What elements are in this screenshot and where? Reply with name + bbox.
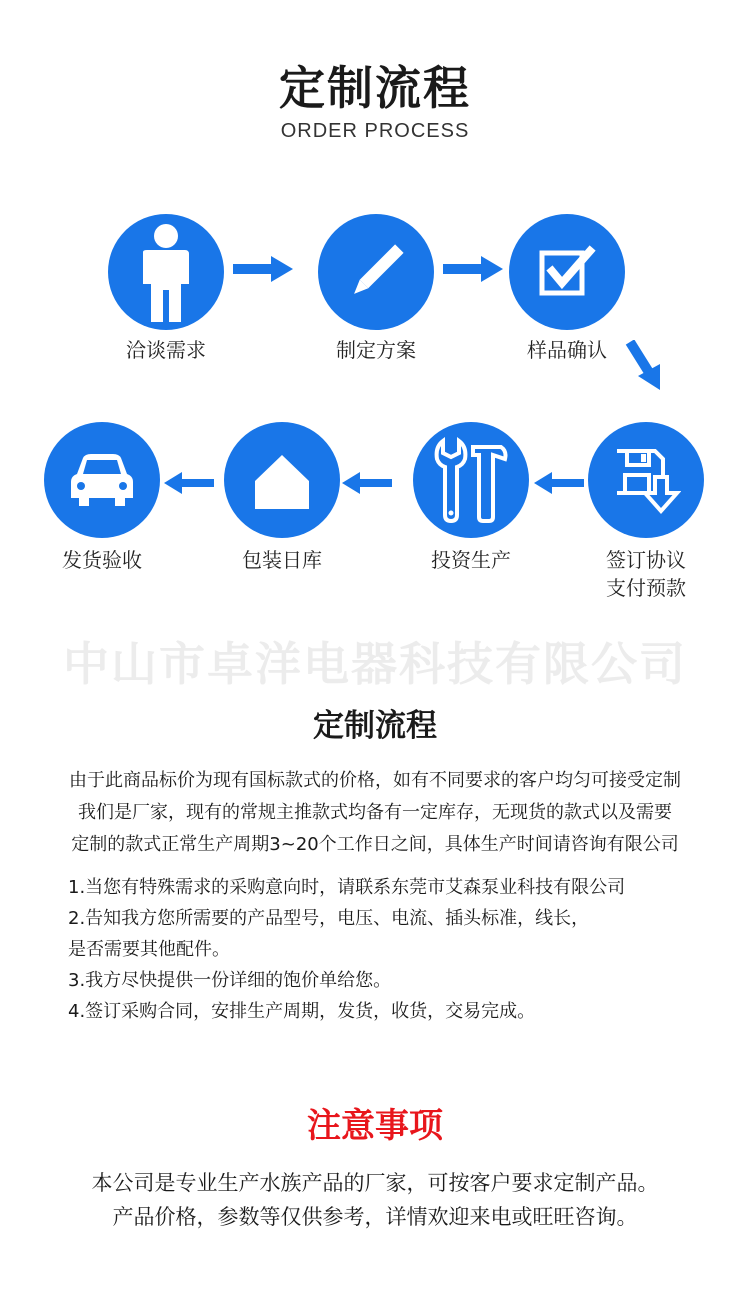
arrow-left-1 — [534, 472, 584, 494]
notice-line-2: 产品价格，参数等仅供参考，详情欢迎来电或旺旺咨询。 — [112, 1205, 638, 1229]
person-icon — [131, 222, 201, 322]
step-7-label: 发货验收 — [62, 548, 142, 572]
notice-title: 注意事项 — [307, 1106, 443, 1146]
step-5-label: 投资生产 — [431, 548, 511, 572]
step-5-circle — [413, 422, 529, 538]
step-3-circle — [509, 214, 625, 330]
step-6-label: 包装日库 — [242, 548, 322, 572]
notice-line-1: 本公司是专业生产水族产品的厂家，可按客户要求定制产品。 — [91, 1171, 659, 1195]
step-1-label: 洽谈需求 — [126, 338, 206, 362]
step-2-label: 制定方案 — [336, 338, 416, 362]
arrow-right-1 — [233, 256, 293, 282]
step-4-circle — [588, 422, 704, 538]
section-paragraph-3: 定制的款式正常生产周期3~20个工作日之间，具体生产时间请咨询有限公司 — [71, 834, 679, 855]
step-7-circle — [44, 422, 160, 538]
step-2-circle — [318, 214, 434, 330]
arrow-left-3 — [164, 472, 214, 494]
save-download-icon — [611, 445, 681, 515]
page-subtitle: ORDER PROCESS — [280, 120, 470, 142]
section-title: 定制流程 — [313, 708, 437, 744]
list-item: 3.我方尽快提供一份详细的饱价单给您。 — [68, 970, 392, 991]
step-3-label: 样品确认 — [527, 338, 607, 362]
arrow-right-2 — [443, 256, 503, 282]
checkbox-icon — [532, 237, 602, 307]
step-1-circle — [108, 214, 224, 330]
watermark-company: 中山市卓洋电器科技有限公司 — [63, 637, 687, 691]
section-paragraph-1: 由于此商品标价为现有国标款式的价格，如有不同要求的客户均匀可接受定制 — [69, 770, 681, 791]
step-4-label-line2: 支付预款 — [606, 576, 686, 600]
section-paragraph-2: 我们是厂家，现有的常规主推款式均备有一定库存，无现货的款式以及需要 — [78, 802, 672, 823]
step-4-label-line1: 签订协议 — [606, 548, 686, 572]
pen-icon — [341, 237, 411, 307]
arrow-left-2 — [342, 472, 392, 494]
house-icon — [247, 445, 317, 515]
list-item: 1.当您有特殊需求的采购意向时，请联系东莞市艾森泵业科技有限公司 — [68, 877, 626, 898]
step-6-circle — [224, 422, 340, 538]
requirements-list — [68, 872, 718, 1027]
list-item: 4.签订采购合同，安排生产周期，发货，收货，交易完成。 — [68, 1001, 536, 1022]
list-item: 是否需要其他配件。 — [68, 939, 230, 960]
tools-icon — [431, 437, 511, 523]
page-title: 定制流程 — [279, 61, 471, 115]
car-icon — [67, 450, 137, 510]
list-item: 2.告知我方您所需要的产品型号，电压、电流、插头标准，线长， — [68, 908, 590, 929]
step-4-label — [556, 546, 736, 602]
